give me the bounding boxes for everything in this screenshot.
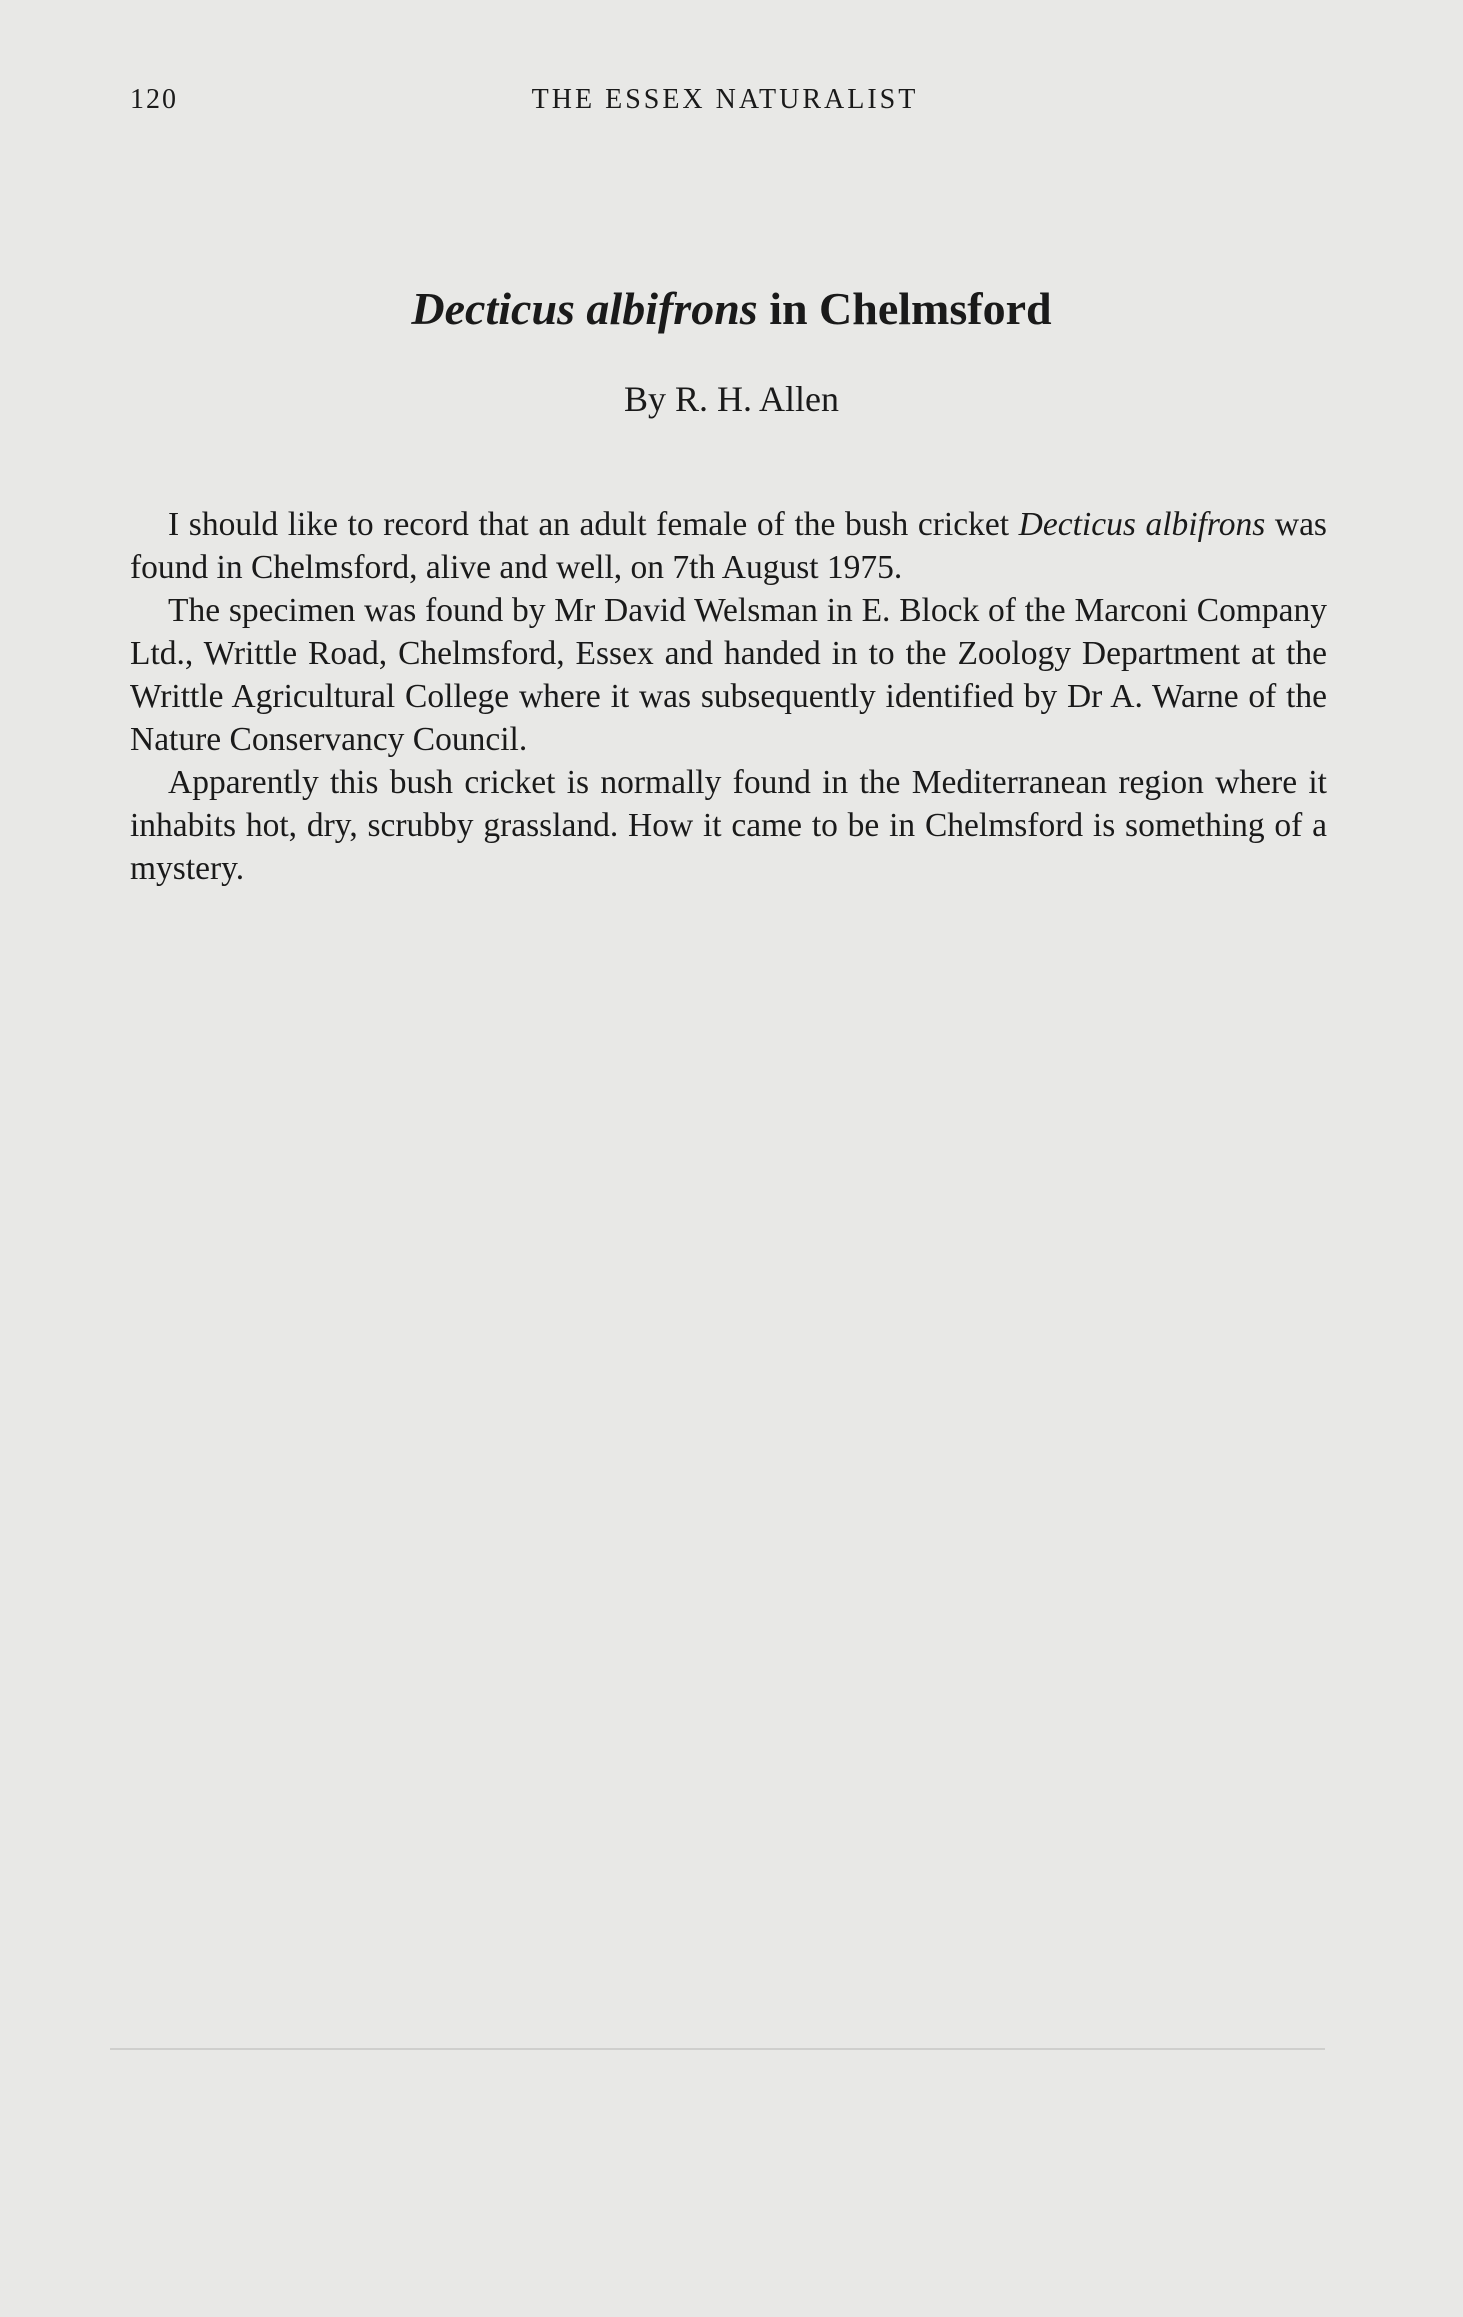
paragraph-1: I should like to record that an adult female of the bush cricket Decticus albifrons was found in Chelmsford, alive and well, on 7th August 1975. bbox=[130, 506, 1327, 586]
article-title-species: Decticus albifrons bbox=[411, 283, 758, 334]
paragraph-2: The specimen was found by Mr David Welsman in E. Block of the Marconi Company Ltd., Writtle Road, Chelmsford, Essex and handed in to the Zoology Department at the Writtle Agricultural College where it was subsequently identified by Dr A. Warne of the Nature Conservancy Council. bbox=[130, 592, 1327, 758]
page-number: 120 bbox=[130, 84, 178, 115]
running-head bbox=[130, 84, 1320, 124]
article-body bbox=[130, 503, 1327, 890]
article-byline: By R. H. Allen bbox=[623, 379, 839, 419]
journal-name: THE ESSEX NATURALIST bbox=[531, 84, 919, 115]
species-name: Decticus albifrons bbox=[1018, 506, 1266, 543]
show-through-rule bbox=[110, 2048, 1325, 2050]
paragraph-3: Apparently this bush cricket is normally found in the Mediterranean region where it inhabits hot, dry, scrubby grassland. How it came to be in Chelmsford is something of a mystery. bbox=[130, 764, 1327, 887]
article-title-place: in Chelmsford bbox=[757, 283, 1052, 334]
article-title bbox=[0, 282, 1463, 335]
